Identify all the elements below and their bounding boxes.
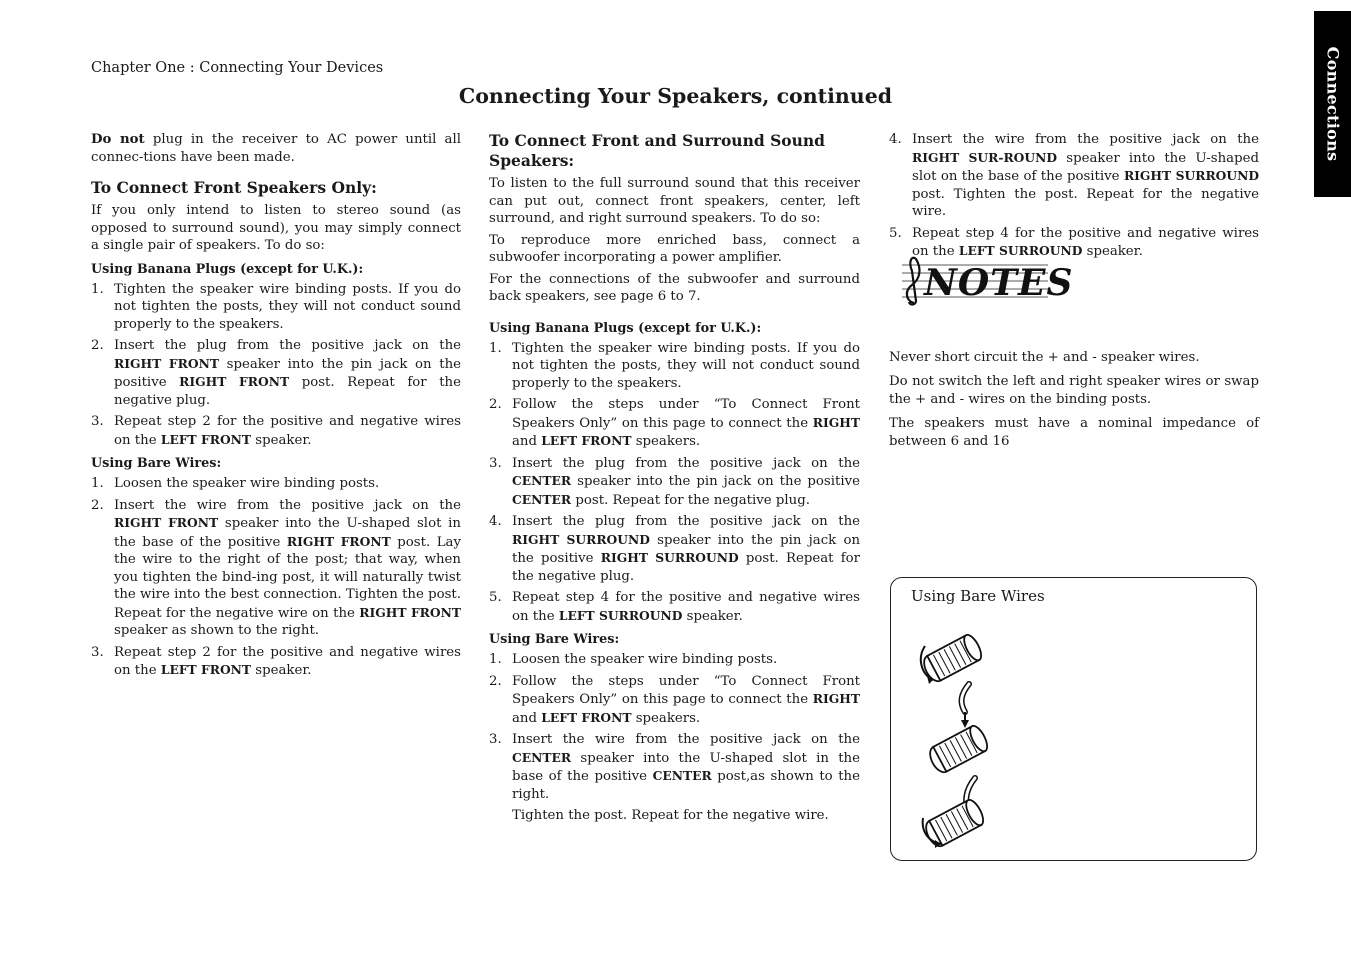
banana-heading: Using Banana Plugs (except for U.K.): [489, 320, 762, 336]
step-item [489, 396, 860, 451]
step-text: speaker as shown to the right. [114, 623, 320, 638]
step-number: 2. [489, 673, 502, 689]
surround-back-paragraph: For the connections of the subwoofer and surround back speakers, see page 6 to 7. [489, 271, 860, 304]
step-text: speaker into the U-shaped slot in the base of the positive [512, 750, 860, 784]
step-number: 1. [91, 281, 104, 297]
step-text: Follow the steps under “To Connect Front Speakers Only” on this page to connect the [512, 673, 860, 707]
banana-steps-list [489, 340, 860, 626]
step-item [489, 340, 860, 393]
step-text: post,as shown to the right. [512, 769, 860, 802]
step-text: Repeat step 2 for the positive and negative wires on the [114, 414, 461, 448]
step-text: Repeat step 2 for the positive and negative wires on the [114, 644, 461, 678]
step-text: Follow the steps under “To Connect Front Speakers Only” on this page to connect the [512, 397, 860, 431]
speaker-label: RIGHT FRONT [114, 515, 219, 530]
step-number: 3. [91, 644, 104, 660]
bare-wires-heading: Using Bare Wires: [489, 632, 620, 647]
speaker-label: RIGHT [812, 414, 860, 430]
front-only-heading: To Connect Front Speakers Only: [91, 178, 377, 197]
loosen-post-illustration [915, 626, 995, 688]
subwoofer-paragraph: To reproduce more enriched bass, connect a subwoofer incorporating a power amplifier. [489, 232, 860, 265]
step-number: 1. [489, 652, 502, 667]
speaker-label: RIGHT FRONT [179, 374, 290, 389]
step-item [91, 644, 461, 680]
step-item [489, 651, 860, 669]
speaker-label: CENTER [512, 749, 572, 765]
speaker-label: CENTER [652, 768, 712, 783]
figure-caption: Using Bare Wires [911, 587, 1045, 605]
tighten-note: Tighten the post. Repeat for the negative wire. [512, 808, 829, 823]
step-text: and [512, 434, 542, 449]
speaker-label: LEFT FRONT [160, 431, 252, 447]
step-text: Tighten the speaker wire binding posts. If you do not tighten the posts, they will not conduct sound properly to the speakers. [114, 281, 461, 332]
step-item [91, 413, 461, 449]
step-item [489, 455, 860, 510]
step-text: speaker. [251, 432, 312, 448]
step-item [489, 731, 860, 803]
speaker-label: RIGHT [812, 691, 860, 706]
step-text: post. Tighten the post. Repeat for the negative wire. [912, 186, 1259, 219]
banana-steps-list [91, 281, 461, 450]
step-item [91, 475, 461, 493]
step-text: post. Lay the wire to the right of the post; that way, when you tighten the bind-ing post, it will naturally twist the wire into the best connection. Tighten the post. Repeat for the negative wire on the [114, 534, 461, 621]
step-text: post. Repeat for the negative plug. [571, 492, 810, 508]
speaker-label: LEFT SURROUND [958, 243, 1083, 258]
step-text: speaker. [682, 608, 743, 624]
step-item [489, 673, 860, 728]
step-number: 1. [489, 340, 502, 356]
notes-logo-text: NOTES [924, 262, 1074, 304]
step-number: 5. [889, 225, 902, 241]
step-number: 4. [889, 132, 902, 147]
notes-logo [900, 251, 1074, 307]
speaker-label: RIGHT SUR-ROUND [912, 149, 1058, 165]
speaker-label: LEFT FRONT [541, 433, 632, 448]
speaker-label: LEFT FRONT [541, 709, 632, 725]
step-text: Insert the wire from the positive jack on the [114, 497, 461, 513]
tighten-post-illustration [917, 774, 999, 850]
note-short-circuit: Never short circuit the + and - speaker wires. [889, 349, 1200, 365]
bare-wires-heading: Using Bare Wires: [91, 456, 222, 471]
intro-paragraph [91, 131, 461, 166]
step-text: speaker into the pin jack on the positive [571, 474, 860, 489]
speaker-label: CENTER [512, 491, 572, 507]
step-text: Insert the plug from the positive jack on the [512, 514, 860, 529]
chapter-header: Chapter One : Connecting Your Devices [91, 60, 384, 76]
insert-wire-illustration [921, 682, 1001, 774]
step-text: Insert the wire from the positive jack on the [512, 732, 860, 747]
speaker-label: RIGHT FRONT [114, 355, 219, 371]
speaker-label: CENTER [512, 473, 572, 488]
step-text: speaker into the U-shaped slot on the base of the positive [912, 150, 1260, 184]
step-item [489, 589, 860, 625]
step-number: 1. [91, 476, 104, 491]
step-text: Loosen the speaker wire binding posts. [512, 652, 778, 667]
step-text: speaker. [1082, 244, 1143, 259]
bare-wire-steps-list [489, 651, 860, 803]
column-middle [489, 131, 860, 829]
step-text: Tighten the speaker wire binding posts. If you do not tighten the posts, they will not conduct sound properly to the speakers. [512, 340, 860, 391]
step-text: speaker into the pin jack on the positive [114, 356, 461, 390]
step-number: 2. [91, 497, 104, 513]
step-item [489, 513, 860, 585]
speaker-label: RIGHT SURROUND [512, 531, 650, 547]
banana-heading: Using Banana Plugs (except for U.K.): [91, 261, 364, 277]
step-number: 3. [489, 455, 502, 471]
intro-text: plug in the receiver to AC power until all connec-tions have been made. [91, 132, 461, 165]
step-text: Loosen the speaker wire binding posts. [114, 476, 380, 491]
step-text: Repeat step 4 for the positive and negative wires on the [912, 225, 1259, 259]
intro-bold: Do not [91, 132, 145, 147]
step-text: Insert the wire from the positive jack on the [912, 132, 1259, 147]
surround-heading: To Connect Front and Surround Sound Speakers: [489, 131, 825, 170]
section-tab-label: Connections [1323, 46, 1342, 162]
speaker-label: RIGHT FRONT [286, 533, 391, 549]
column-left [91, 131, 461, 684]
down-arrow-icon [961, 720, 969, 728]
front-only-paragraph: If you only intend to listen to stereo sound (as opposed to surround sound), you may simply connect a single pair of speakers. To do so: [91, 203, 461, 253]
step-item [91, 337, 461, 409]
step-item [91, 281, 461, 334]
step-text: and [512, 710, 542, 726]
step-text: speaker into the U-shaped slot in the base of the positive [114, 516, 461, 550]
page-title: Connecting Your Speakers, continued [458, 84, 893, 108]
step-number: 2. [91, 338, 104, 353]
step-number: 4. [489, 514, 502, 529]
speaker-label: RIGHT SURROUND [1123, 168, 1260, 183]
step-text: Insert the plug from the positive jack on the [114, 338, 461, 353]
note-polarity: Do not switch the left and right speaker wires or swap the + and - wires on the binding posts. [889, 374, 1259, 407]
step-text: speaker into the pin jack on the positive [512, 532, 861, 566]
step-number: 3. [91, 414, 104, 429]
step-text: speakers. [631, 434, 701, 449]
speaker-label: LEFT SURROUND [558, 607, 683, 623]
step-text: post. Repeat for the negative plug. [114, 375, 461, 408]
speaker-label: LEFT FRONT [160, 662, 252, 677]
surround-steps-list [889, 131, 1259, 261]
step-text: speaker. [251, 663, 312, 678]
surround-paragraph: To listen to the full surround sound that this receiver can put out, connect front speakers, center, left surround, and right surround speakers. To do so: [489, 176, 860, 226]
step-item [889, 131, 1259, 221]
speaker-label: RIGHT SURROUND [600, 550, 739, 565]
step-number: 2. [489, 397, 502, 412]
step-item [91, 497, 461, 640]
bare-wires-figure [890, 577, 1257, 861]
note-impedance: The speakers must have a nominal impedance of between 6 and 16 [889, 416, 1259, 449]
step-number: 5. [489, 590, 502, 605]
bare-wire-steps-list [91, 475, 461, 680]
step-text: post. Repeat for the negative plug. [512, 551, 860, 584]
step-text: Repeat step 4 for the positive and negative wires on the [512, 590, 860, 624]
speaker-label: RIGHT FRONT [359, 604, 462, 620]
step-text: Insert the plug from the positive jack on the [512, 455, 860, 471]
step-text: speakers. [631, 710, 701, 726]
step-number: 3. [489, 732, 502, 747]
